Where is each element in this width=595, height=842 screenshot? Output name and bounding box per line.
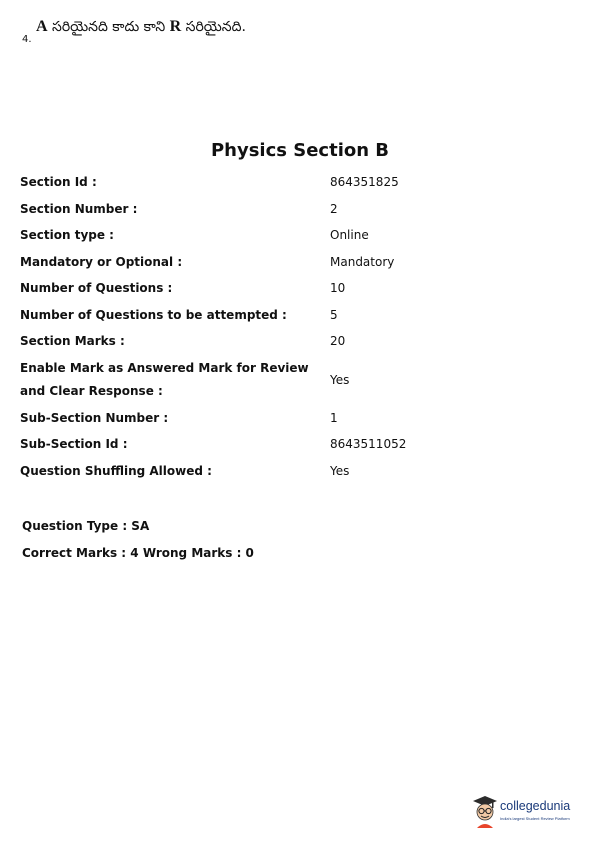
detail-label: Section Number :	[20, 202, 138, 216]
detail-value: 20	[330, 334, 346, 348]
detail-value: Yes	[330, 464, 350, 478]
marks-info: Correct Marks : 4 Wrong Marks : 0	[22, 546, 254, 560]
option-number: 4.	[22, 34, 32, 45]
option-text-part-2: సరియైనది.	[185, 19, 246, 35]
detail-label: Section Marks :	[20, 334, 125, 348]
detail-value: 1	[330, 411, 338, 425]
detail-label: Section Id :	[20, 175, 97, 189]
detail-value: 8643511052	[330, 437, 407, 451]
assertion-letter: A	[36, 18, 48, 35]
detail-label: Number of Questions to be attempted :	[20, 308, 287, 322]
detail-value: Mandatory	[330, 255, 395, 269]
detail-label: Enable Mark as Answered Mark for Review and Clear Response :	[20, 361, 309, 398]
logo-name: collegedunia	[500, 799, 571, 813]
collegedunia-logo	[472, 795, 584, 829]
detail-label: Sub-Section Number :	[20, 411, 169, 425]
detail-label: Section type :	[20, 228, 114, 242]
graduate-mascot-icon	[472, 795, 498, 829]
detail-label: Number of Questions :	[20, 281, 173, 295]
reason-letter: R	[169, 18, 182, 35]
detail-value: 864351825	[330, 175, 399, 189]
section-title: Physics Section B	[210, 140, 390, 161]
detail-value: Yes	[330, 373, 350, 387]
detail-value: 10	[330, 281, 346, 295]
logo-tagline: India's largest Student Review Platform	[500, 816, 570, 821]
question-type: Question Type : SA	[22, 519, 150, 533]
detail-label: Question Shuffling Allowed :	[20, 464, 212, 478]
option-text-part-1: సరియైనది కాదు కాని	[52, 19, 166, 35]
detail-label: Sub-Section Id :	[20, 437, 128, 451]
detail-value: 2	[330, 202, 338, 216]
detail-value: 5	[330, 308, 338, 322]
detail-label: Mandatory or Optional :	[20, 255, 183, 269]
option-text	[36, 18, 246, 38]
detail-value: Online	[330, 228, 369, 242]
